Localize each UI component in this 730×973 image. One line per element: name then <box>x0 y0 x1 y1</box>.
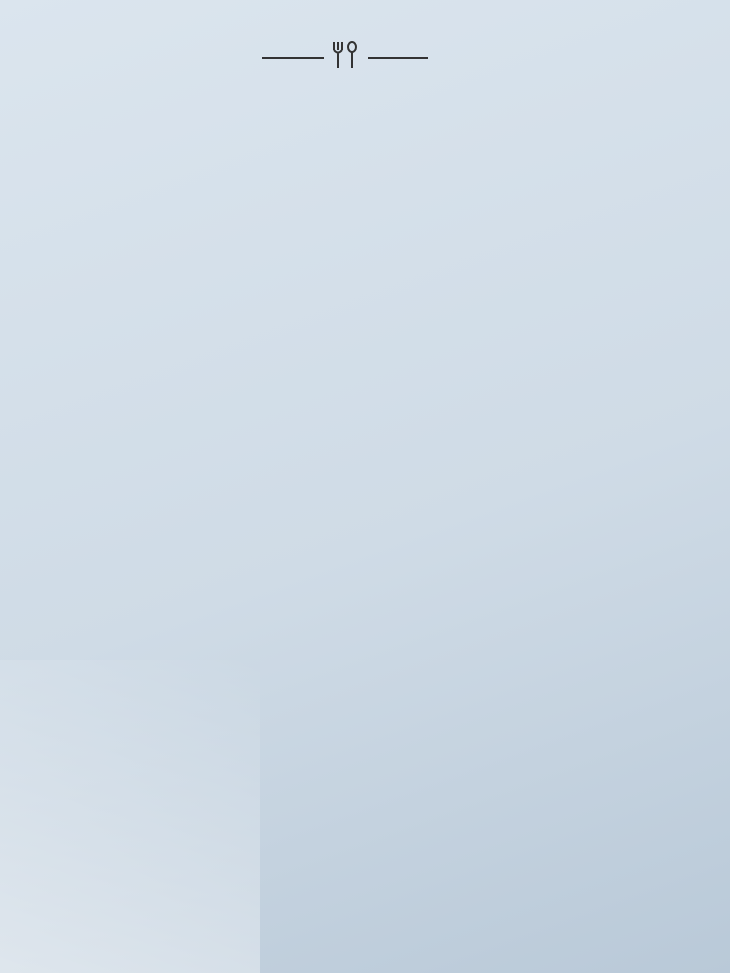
logo-rule-right <box>368 57 428 59</box>
fork-spoon-icon <box>328 40 362 70</box>
paper-shadow <box>0 660 260 973</box>
logo-rule-left <box>262 57 324 59</box>
